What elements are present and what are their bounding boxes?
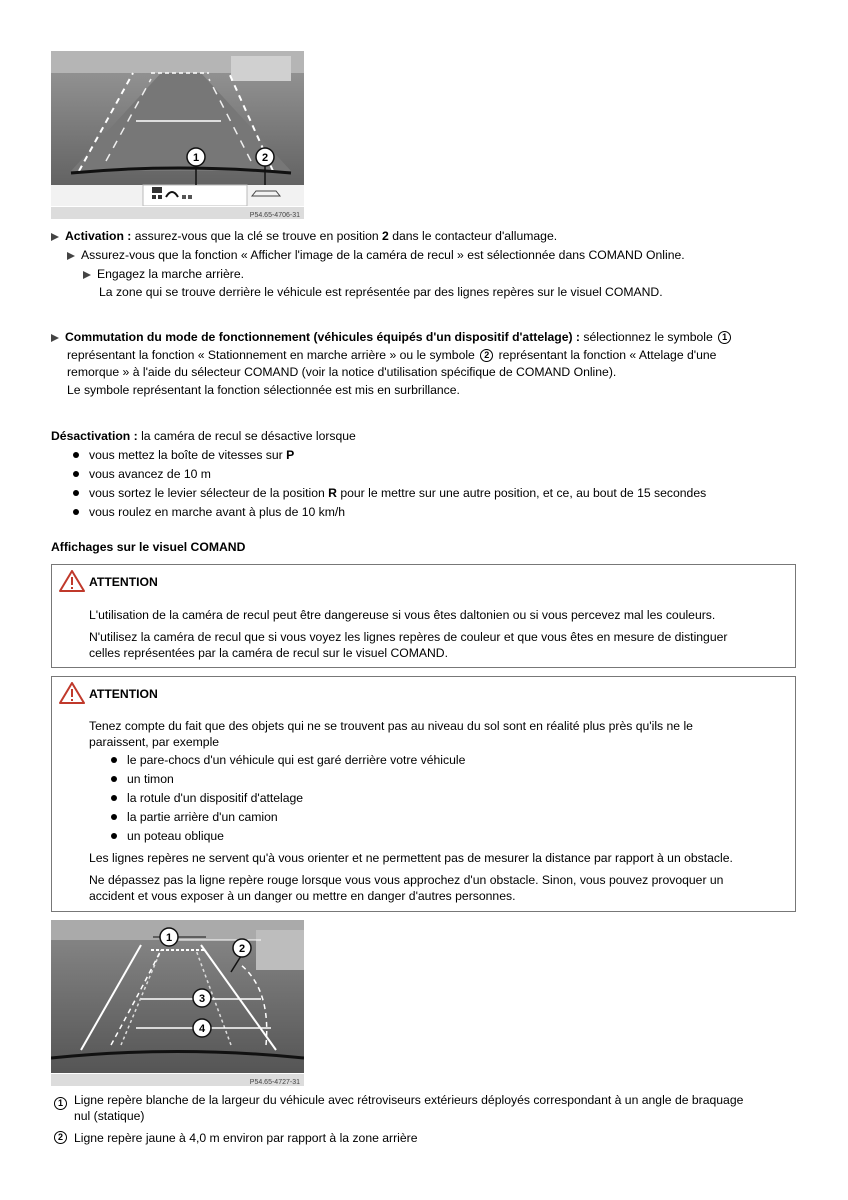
warning-text: Ne dépassez pas la ligne repère rouge lorsque vous vous approchez d'un obstacle. Sinon, vous pouvez provoquer un <box>89 873 724 887</box>
bullet <box>73 452 79 458</box>
deactivation-item-2: vous avancez de 10 m <box>89 467 211 481</box>
svg-text:1: 1 <box>165 932 173 944</box>
fig1-marker-1: 1 <box>192 152 200 164</box>
legend-text-1: Ligne repère blanche de la largeur du véhicule avec rétroviseurs extérieurs déployés correspondant à un angle de braquage <box>74 1093 744 1107</box>
figure1-caption-bar <box>51 207 304 219</box>
activation-result: La zone qui se trouve derrière le véhicule est représentée par des lignes repères sur le visuel COMAND. <box>99 285 663 299</box>
activation-substep-2: Engagez la marche arrière. <box>83 266 244 282</box>
bullet <box>73 471 79 477</box>
rear-camera-image-1 <box>51 51 304 206</box>
figure1-caption: P54.65-4706-31 <box>249 212 300 219</box>
symbol-2-icon: 2 <box>480 349 493 362</box>
symbol-1-icon: 1 <box>718 331 731 344</box>
legend-number-2-icon: 2 <box>54 1131 67 1144</box>
deactivation-item-3: vous sortez le levier sélecteur de la position R pour le mettre sur une autre position, et ce, au bout de 15 secondes <box>89 486 707 500</box>
warning-text: accident et vous exposer à un danger ou mettre en danger d'autres personnes. <box>89 889 516 903</box>
activation-step: Activation : assurez-vous que la clé se trouve en position 2 dans le contacteur d'allumage. <box>51 228 557 244</box>
warning-list-item: le pare-chocs d'un véhicule qui est garé derrière votre véhicule <box>127 753 466 767</box>
rear-camera-image-2 <box>51 920 304 1073</box>
legend-text-1b: nul (statique) <box>74 1109 145 1123</box>
warning-text: Les lignes repères ne servent qu'à vous orienter et ne permettent pas de mesurer la distance par rapport à un obstacle. <box>89 851 733 865</box>
warning-list-item: un poteau oblique <box>127 829 224 843</box>
section-title: Affichages sur le visuel COMAND <box>51 540 246 554</box>
legend-number-1-icon: 1 <box>54 1097 67 1110</box>
warning-text: celles représentées par la caméra de recul sur le visuel COMAND. <box>89 646 448 660</box>
deactivation-item-4: vous roulez en marche avant à plus de 10 km/h <box>89 505 346 519</box>
figure2-caption: P54.65-4727-31 <box>249 1079 300 1086</box>
svg-text:3: 3 <box>198 993 206 1005</box>
commutation-line3: remorque » à l'aide du sélecteur COMAND (voir la notice d'utilisation spécifique de COMAND Online). <box>67 365 617 379</box>
deactivation-intro: Désactivation : la caméra de recul se désactive lorsque <box>51 429 356 443</box>
warning-box-1 <box>51 564 796 668</box>
activation-substep: Assurez-vous que la fonction « Afficher l'image de la caméra de recul » est sélectionnée dans COMAND Online. <box>67 247 685 263</box>
warning-list-item: un timon <box>127 772 174 786</box>
warning-list-item: la partie arrière d'un camion <box>127 810 278 824</box>
arrow-icon <box>51 334 59 342</box>
svg-text:4: 4 <box>198 1023 206 1035</box>
commutation-label: Commutation du mode de fonctionnement (véhicules équipés d'un dispositif d'attelage) : <box>65 330 580 344</box>
svg-text:2: 2 <box>238 943 246 955</box>
commutation-step: Commutation du mode de fonctionnement (véhicules équipés d'un dispositif d'attelage) : sélectionnez le symbole 1 <box>51 329 733 345</box>
warning-title: ATTENTION <box>89 687 158 701</box>
bullet <box>73 509 79 515</box>
activation-label: Activation : <box>65 229 132 243</box>
figure2-caption-bar <box>51 1074 304 1086</box>
warning-triangle-icon <box>59 570 85 592</box>
warning-box-2 <box>51 676 796 912</box>
warning-text: L'utilisation de la caméra de recul peut être dangereuse si vous êtes daltonien ou si vous percevez mal les couleurs. <box>89 608 716 622</box>
commutation-line4: Le symbole représentant la fonction sélectionnée est mis en surbrillance. <box>67 383 460 397</box>
arrow-icon <box>83 271 91 279</box>
fig1-marker-2: 2 <box>261 152 269 164</box>
warning-triangle-icon <box>59 682 85 704</box>
warning-text: N'utilisez la caméra de recul que si vous voyez les lignes repères de couleur et que vous êtes en mesure de distinguer <box>89 630 728 644</box>
legend-text-2: Ligne repère jaune à 4,0 m environ par rapport à la zone arrière <box>74 1131 418 1145</box>
warning-text: Tenez compte du fait que des objets qui ne se trouvent pas au niveau du sol sont en réalité plus près qu'ils ne le <box>89 719 693 733</box>
warning-list-item: la rotule d'un dispositif d'attelage <box>127 791 304 805</box>
arrow-icon <box>51 233 59 241</box>
commutation-line2: représentant la fonction « Stationnement en marche arrière » ou le symbole 2 représentant la fonction « Attelage d'une <box>67 348 717 362</box>
warning-title: ATTENTION <box>89 575 158 589</box>
warning-text: paraissent, par exemple <box>89 735 220 749</box>
deactivation-item-1: vous mettez la boîte de vitesses sur P <box>89 448 295 462</box>
arrow-icon <box>67 252 75 260</box>
bullet <box>73 490 79 496</box>
